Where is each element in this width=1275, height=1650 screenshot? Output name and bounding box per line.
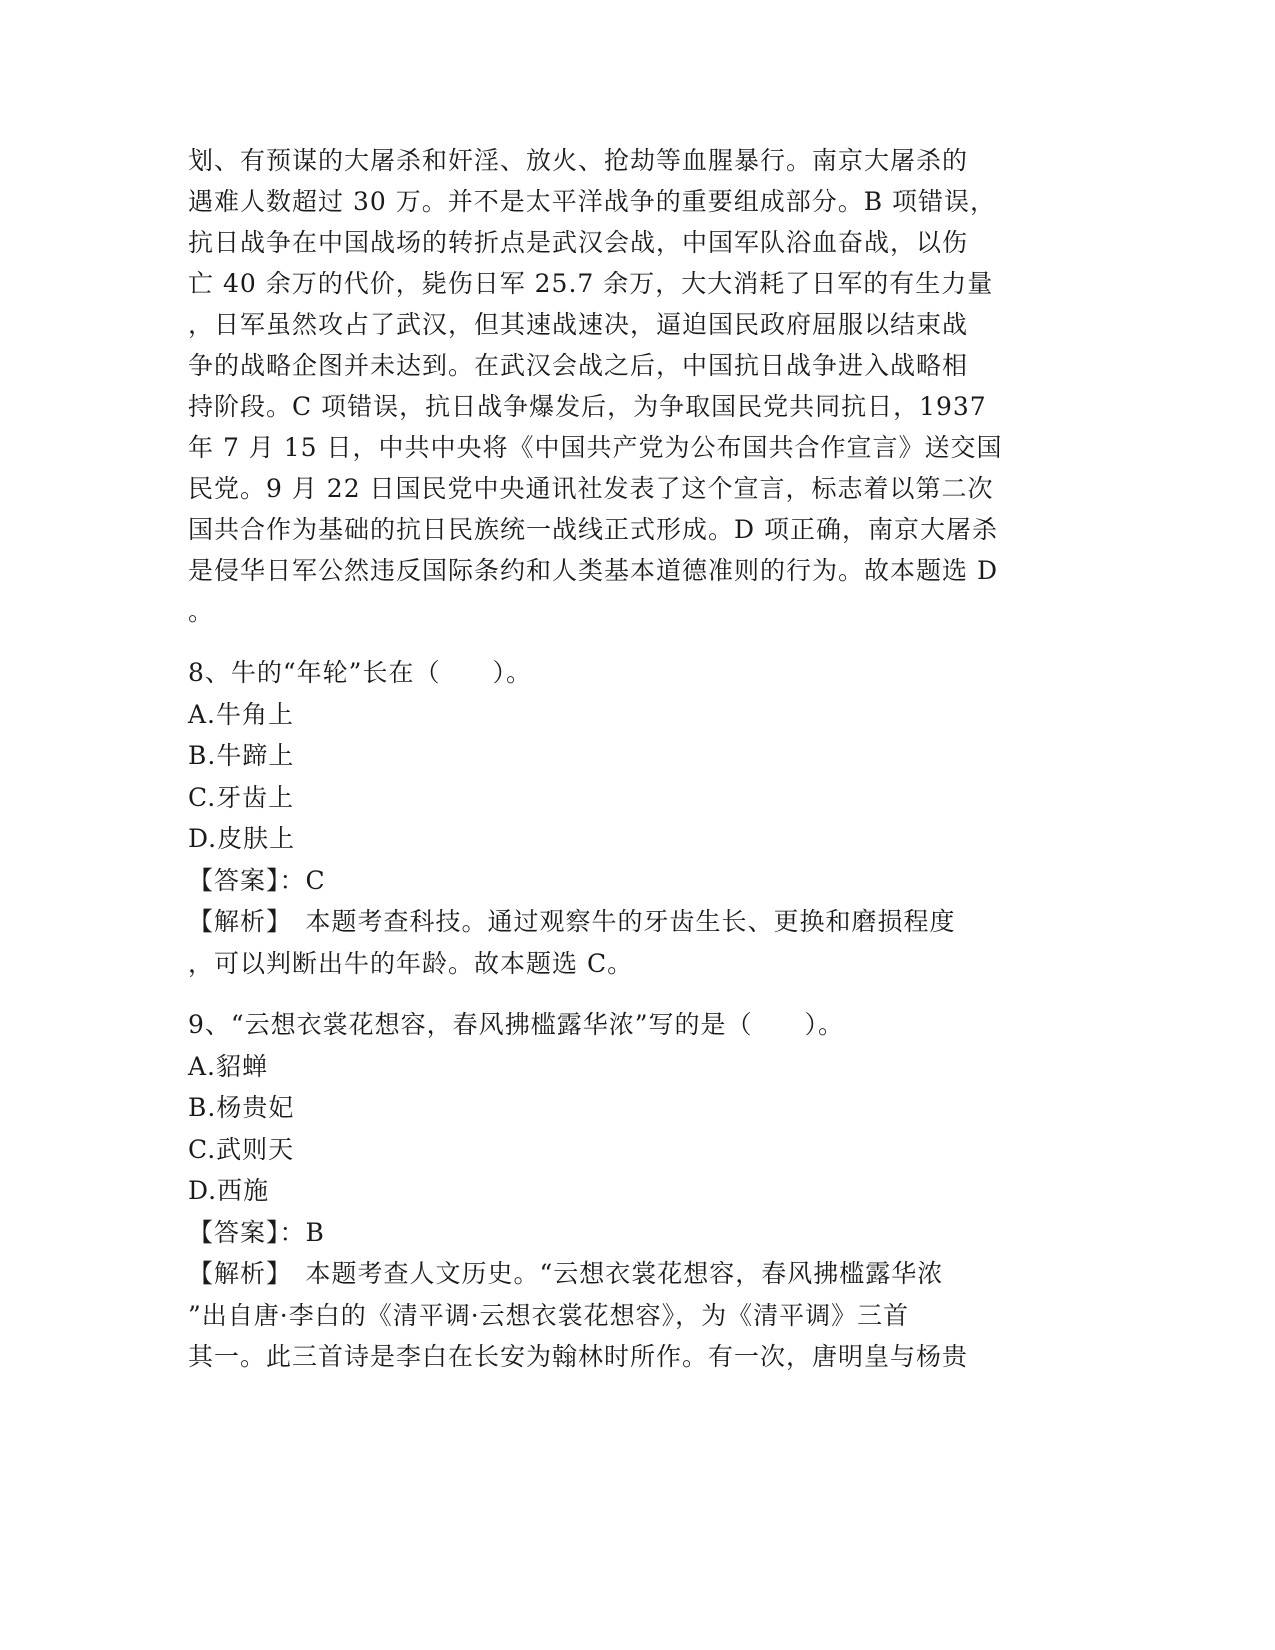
paragraph-line: 抗日战争在中国战场的转折点是武汉会战，中国军队浴血奋战，以伤 [188, 228, 969, 257]
paragraph-line: 划、有预谋的大屠杀和奸淫、放火、抢劫等血腥暴行。南京大屠杀的 [188, 146, 969, 175]
answer-line: 【答案】：C [188, 866, 326, 895]
paragraph-line: 国共合作为基础的抗日民族统一战线正式形成。D 项正确，南京大屠杀 [188, 515, 998, 544]
analysis-line: 【解析】 本题考查科技。通过观察牛的牙齿生长、更换和磨损程度 [188, 907, 956, 936]
option-b: B.杨贵妃 [188, 1093, 295, 1122]
question-stem: 8、牛的“年轮”长在（ ）。 [188, 658, 532, 687]
option-c: C.牙齿上 [188, 783, 295, 812]
analysis-line: 其一。此三首诗是李白在长安为翰林时所作。有一次，唐明皇与杨贵 [188, 1342, 969, 1371]
paragraph-line: 民党。9 月 22 日国民党中央通讯社发表了这个宣言，标志着以第二次 [188, 474, 994, 503]
option-b: B.牛蹄上 [188, 741, 295, 770]
paragraph-line: 持阶段。C 项错误，抗日战争爆发后，为争取国民党共同抗日，1937 [188, 392, 987, 421]
paragraph-line: 亡 40 余万的代价，毙伤日军 25.7 余万，大大消耗了日军的有生力量 [188, 269, 994, 298]
answer-line: 【答案】：B [188, 1218, 325, 1247]
paragraph-line: 争的战略企图并未达到。在武汉会战之后，中国抗日战争进入战略相 [188, 351, 969, 380]
analysis-line: 【解析】 本题考查人文历史。“云想衣裳花想容，春风拂槛露华浓 [188, 1259, 944, 1288]
paragraph-line: 是侵华日军公然违反国际条约和人类基本道德准则的行为。故本题选 D [188, 556, 998, 585]
paragraph-line: 。 [188, 597, 215, 626]
paragraph-line: 年 7 月 15 日，中共中央将《中国共产党为公布国共合作宣言》送交国 [188, 433, 1003, 462]
option-c: C.武则天 [188, 1135, 295, 1164]
analysis-line: ，可以判断出牛的年龄。故本题选 C。 [188, 949, 634, 978]
paragraph-line: 遇难人数超过 30 万。并不是太平洋战争的重要组成部分。B 项错误， [188, 187, 997, 216]
paragraph-line: ，日军虽然攻占了武汉，但其速战速决，逼迫国民政府屈服以结束战 [188, 310, 969, 339]
option-a: A.貂蝉 [188, 1052, 269, 1081]
option-a: A.牛角上 [188, 700, 295, 729]
analysis-line: ”出自唐·李白的《清平调·云想衣裳花想容》，为《清平调》三首 [188, 1301, 910, 1330]
question-stem: 9、“云想衣裳花想容，春风拂槛露华浓”写的是（ ）。 [188, 1010, 844, 1039]
option-d: D.皮肤上 [188, 824, 296, 853]
option-d: D.西施 [188, 1176, 270, 1205]
